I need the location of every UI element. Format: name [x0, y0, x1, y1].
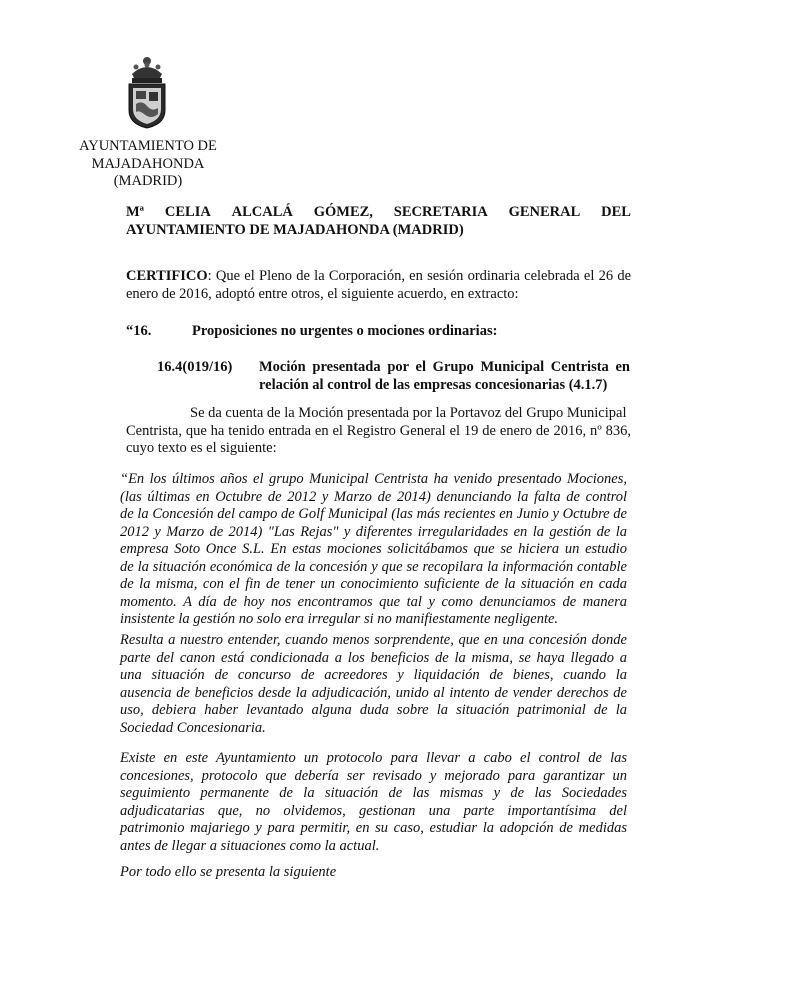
quote-line: antes de llegar a situaciones como la actual. — [120, 837, 380, 854]
signatory-line-2: AYUNTAMIENTO DE MAJADAHONDA (MADRID) — [126, 221, 464, 238]
quote-line: 2012 y Marzo de 2014) "Las Rejas" y diferentes irregularidades en la gestión de la — [120, 523, 627, 540]
intro-paragraph — [126, 405, 631, 458]
quote-line: de la misma, con el fin de tener un conocimiento suficiente de la situación en cada — [120, 576, 627, 592]
quote-line: Por todo ello se presenta la siguiente — [120, 864, 337, 880]
quote-paragraph-3 — [120, 750, 627, 855]
signatory-word: GÓMEZ, — [313, 204, 373, 220]
quote-line: Existe en este Ayuntamiento un protocolo para llevar a cabo el control de las — [120, 750, 627, 766]
quote-line: “En los últimos años el grupo Municipal Centrista ha venido presentado Mociones, — [120, 471, 627, 487]
quote-line: Sociedad Concesionaria. — [120, 719, 266, 736]
subsection-title — [259, 359, 630, 394]
org-line: AYUNTAMIENTO DE — [79, 138, 217, 154]
quote-paragraph-2 — [120, 632, 627, 737]
intro-line: cuyo texto es el siguiente: — [126, 440, 277, 456]
quote-line: Resulta a nuestro entender, cuando menos sorprendente, que en una concesión donde — [120, 632, 627, 648]
quote-line: (las últimas en Octubre de 2012 y Marzo de 2014) denunciando la falta de control — [120, 488, 627, 505]
subsection-title-line: Moción presentada por el Grupo Municipal Centrista en — [259, 359, 630, 375]
quote-line: insistente la gestión no solo era irregular si no manifiestamente negligente. — [120, 611, 559, 627]
signatory-word: Mª — [126, 204, 145, 220]
subsection-title-line: relación al control de las empresas concesionarias (4.1.7) — [259, 376, 608, 393]
signatory-word: CELIA — [164, 204, 211, 220]
organization-header — [60, 138, 236, 191]
signatory-word: ALCALÁ — [231, 204, 293, 220]
intro-line: Centrista, que ha tenido entrada en el Registro General el 19 de enero de 2016, nº 836, — [126, 422, 631, 439]
quote-paragraph-1 — [120, 471, 627, 629]
certifico-label: CERTIFICO — [126, 268, 208, 284]
quote-line: ausencia de beneficios desde la adjudicación, unido al intento de vender derechos de — [120, 684, 627, 701]
signatory-line-1 — [126, 204, 631, 222]
certifico-text: : Que el Pleno de la Corporación, en sesión ordinaria celebrada el 26 de — [207, 268, 631, 284]
signatory-word: DEL — [601, 204, 631, 220]
certifico-line: enero de 2016, adoptó entre otros, el siguiente acuerdo, en extracto: — [126, 285, 519, 302]
signatory-word: GENERAL — [508, 204, 581, 220]
intro-line: Se da cuenta de la Moción presentada por la Portavoz del Grupo Municipal — [190, 405, 627, 421]
quote-line: patrimonio majariego y para permitir, en su caso, estudiar la adopción de medidas — [120, 820, 627, 836]
quote-line: uso, debiera haber levantado alguna duda sobre la situación patrimonial de la — [120, 702, 627, 718]
quote-line: de la situación económica de la concesión y que se recopilara la información contable — [120, 558, 627, 575]
quote-line: momento. A día de hoy nos encontramos que tal y como denunciamos de manera — [120, 593, 627, 610]
certifico-line — [126, 268, 631, 286]
org-line: (MADRID) — [113, 173, 183, 189]
section-number: “16. — [126, 323, 152, 339]
signatory-word: SECRETARIA — [393, 204, 488, 220]
section-title: Proposiciones no urgentes o mociones ordinarias: — [192, 323, 498, 339]
quote-line: concesiones, protocolo que debería ser revisado y mejorado para garantizar un — [120, 767, 627, 784]
quote-line: de la Concesión del campo de Golf Municipal (las más recientes en Junio y Octubre de — [120, 506, 627, 522]
org-line: MAJADAHONDA — [91, 155, 205, 172]
coat-of-arms-icon — [118, 54, 176, 130]
certifico-paragraph — [126, 268, 631, 303]
subsection-number: 16.4(019/16) — [157, 359, 233, 375]
quote-line: seguimiento permanente de la situación de las mismas y de las Sociedades — [120, 785, 627, 801]
signatory — [126, 204, 631, 239]
quote-paragraph-4 — [120, 864, 627, 882]
quote-line: parte del canon está condicionada a los beneficios de la misma, se haya llegado a — [120, 649, 627, 666]
quote-line: una situación de concurso de acreedores y liquidación de bienes, cuando la — [120, 667, 627, 683]
quote-line: empresa Soto Once S.L. En estas mociones solicitábamos que se hiciera un estudio — [120, 541, 627, 557]
quote-line: adjudicatarias que, no olvidemos, gestionan una parte importantísima del — [120, 802, 627, 819]
